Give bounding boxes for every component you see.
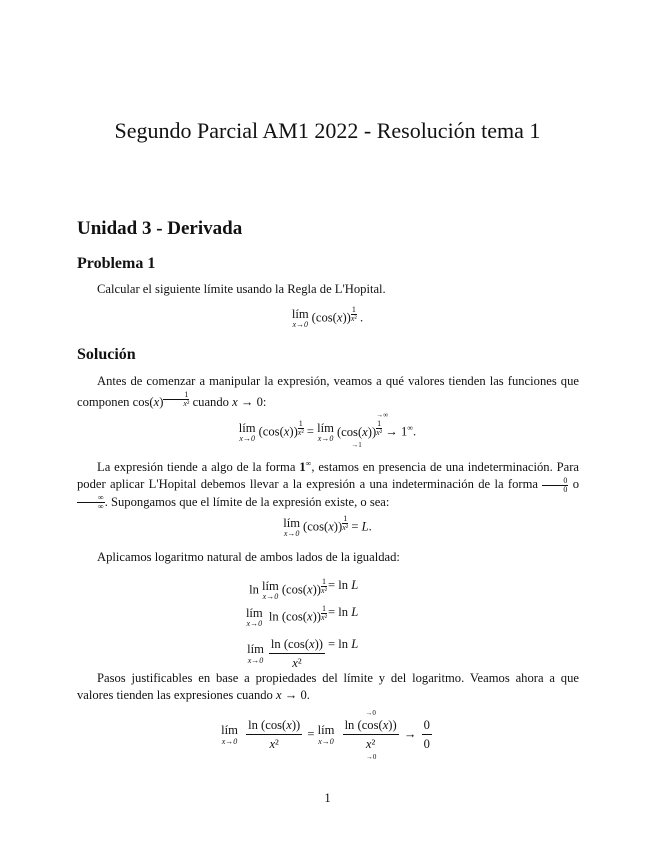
page-number: 1	[324, 791, 331, 805]
problem-heading: Problema 1	[77, 255, 156, 272]
section-heading: Unidad 3 - Derivada	[77, 218, 243, 239]
equation-limit-tendencies: lím x→0 (cos(x)) $^{\frac{1}{\text{x²}}}$ = lím x→0 (cos(x)) →1 $^{\to\infty \frac{1}{\text{x²}}}$ → 1∞.	[238, 411, 417, 449]
problem-text: Calcular el siguiente límite usando la Regla de L'Hopital.	[97, 282, 386, 296]
equation-assume-limit: lím x→0 (cos(x)) $^{\frac{1}{\text{x²}}}$ = L.	[283, 514, 372, 539]
solution-paragraph-3: Aplicamos logaritmo natural de ambos lados de la igualdad:	[97, 550, 400, 564]
solution-paragraph-1: Antes de comenzar a manipular la expresión, veamos a qué valores tienden las funciones que componen cos(x) $^{\frac{1}{\text{x²}}}$ cuando x → 0:	[77, 374, 579, 410]
equation-problem: lím x→0 (cos(x)) $^{\frac{1}{\text{x²}}}$ .	[291, 305, 364, 330]
solution-heading: Solución	[77, 346, 136, 363]
equation-indeterminate-form: lím x→0 $\frac{\ln (\cos(x))}{\text{x²}}$ = lím x→0 →0 ln (cos(x)) x² →0 → $\frac{0}{0}$	[221, 709, 430, 761]
solution-paragraph-4: Pasos justificables en base a propiedades del límite y del logaritmo. Veamos ahora a que valores tienden las expresiones cuando x → 0.	[77, 671, 579, 702]
solution-paragraph-2: La expresión tiende a algo de la forma 1∞, estamos en presencia de una indeterminación. Para poder aplicar L'Hopital debemos llevar a la expresión a una indeterminación de la forma $\frac{0}{0}$ o ∞ ∞ . Supongamos que el límite de la expresión existe, o sea:	[77, 459, 579, 512]
document-title: Segundo Parcial AM1 2022 - Resolución tema 1	[114, 118, 541, 143]
problem-statement	[77, 281, 579, 298]
